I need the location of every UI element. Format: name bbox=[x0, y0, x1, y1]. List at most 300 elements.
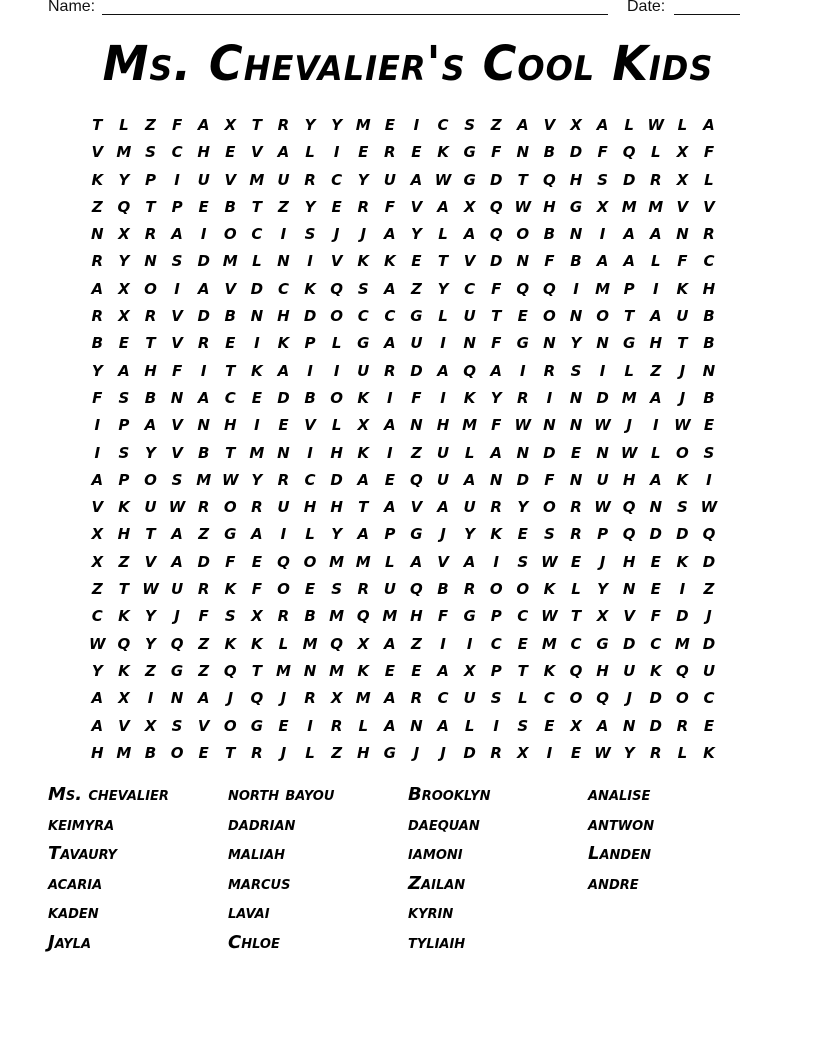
grid-cell[interactable]: X bbox=[676, 170, 689, 189]
grid-cell[interactable]: N bbox=[569, 225, 583, 244]
grid-cell[interactable]: A bbox=[171, 225, 183, 244]
grid-cell[interactable]: W bbox=[168, 498, 186, 517]
grid-cell[interactable]: E bbox=[251, 388, 262, 407]
grid-cell[interactable]: K bbox=[91, 170, 104, 189]
grid-cell[interactable]: V bbox=[330, 252, 343, 271]
grid-cell[interactable]: Q bbox=[489, 225, 503, 244]
grid-cell[interactable]: A bbox=[384, 279, 396, 298]
grid-cell[interactable]: V bbox=[171, 443, 183, 462]
grid-cell[interactable]: E bbox=[703, 416, 715, 435]
grid-cell[interactable]: K bbox=[118, 661, 130, 680]
grid-cell[interactable]: O bbox=[596, 307, 609, 326]
grid-cell[interactable]: G bbox=[383, 743, 396, 762]
grid-cell[interactable]: A bbox=[144, 416, 157, 435]
grid-cell[interactable]: D bbox=[596, 388, 609, 407]
grid-cell[interactable]: E bbox=[251, 552, 262, 571]
grid-cell[interactable]: R bbox=[384, 143, 396, 162]
grid-cell[interactable]: H bbox=[569, 170, 583, 189]
grid-cell[interactable]: M bbox=[648, 197, 664, 216]
grid-cell[interactable]: A bbox=[410, 552, 423, 571]
grid-cell[interactable]: M bbox=[329, 552, 345, 571]
grid-cell[interactable]: E bbox=[703, 716, 715, 735]
grid-cell[interactable]: I bbox=[174, 279, 180, 298]
grid-cell[interactable]: A bbox=[197, 279, 210, 298]
grid-cell[interactable]: L bbox=[650, 143, 661, 162]
grid-cell[interactable]: Q bbox=[117, 197, 131, 216]
grid-cell[interactable]: G bbox=[623, 334, 636, 353]
grid-cell[interactable]: Z bbox=[410, 279, 422, 298]
grid-cell[interactable]: Q bbox=[170, 634, 184, 653]
grid-cell[interactable]: Q bbox=[543, 170, 556, 189]
grid-cell[interactable]: S bbox=[171, 252, 183, 271]
grid-cell[interactable]: S bbox=[118, 388, 130, 407]
grid-cell[interactable]: V bbox=[118, 716, 130, 735]
grid-cell[interactable]: I bbox=[599, 225, 606, 244]
grid-cell[interactable]: E bbox=[278, 416, 289, 435]
grid-cell[interactable]: T bbox=[92, 116, 103, 134]
grid-cell[interactable]: D bbox=[676, 525, 689, 544]
grid-cell[interactable]: A bbox=[277, 361, 290, 380]
grid-cell[interactable]: D bbox=[277, 388, 290, 407]
grid-cell[interactable]: M bbox=[249, 170, 265, 189]
grid-cell[interactable]: R bbox=[197, 498, 210, 517]
grid-cell[interactable]: H bbox=[702, 279, 716, 298]
grid-cell[interactable]: Q bbox=[702, 525, 716, 544]
grid-cell[interactable]: Q bbox=[410, 580, 423, 599]
grid-cell[interactable]: T bbox=[225, 443, 236, 462]
grid-cell[interactable]: N bbox=[596, 443, 609, 462]
grid-cell[interactable]: V bbox=[410, 197, 423, 216]
grid-cell[interactable]: C bbox=[570, 634, 582, 653]
grid-cell[interactable]: K bbox=[676, 552, 689, 571]
grid-cell[interactable]: G bbox=[463, 607, 476, 626]
grid-cell[interactable]: V bbox=[251, 143, 263, 162]
grid-cell[interactable]: A bbox=[649, 307, 662, 326]
grid-cell[interactable]: X bbox=[118, 307, 130, 326]
grid-cell[interactable]: K bbox=[118, 607, 130, 626]
grid-cell[interactable]: C bbox=[703, 689, 715, 708]
grid-cell[interactable]: E bbox=[517, 634, 528, 653]
grid-cell[interactable]: D bbox=[702, 634, 716, 653]
grid-cell[interactable]: I bbox=[387, 388, 393, 407]
grid-cell[interactable]: V bbox=[703, 197, 715, 216]
grid-cell[interactable]: Y bbox=[304, 197, 316, 216]
grid-cell[interactable]: O bbox=[223, 225, 237, 244]
grid-cell[interactable]: K bbox=[437, 143, 449, 162]
grid-cell[interactable]: U bbox=[170, 580, 184, 599]
grid-cell[interactable]: J bbox=[440, 525, 446, 544]
grid-cell[interactable]: I bbox=[573, 279, 579, 298]
grid-cell[interactable]: N bbox=[569, 307, 583, 326]
grid-cell[interactable]: C bbox=[543, 689, 555, 708]
grid-cell[interactable]: L bbox=[677, 743, 688, 762]
grid-cell[interactable]: I bbox=[546, 388, 553, 407]
grid-cell[interactable]: G bbox=[569, 197, 583, 216]
grid-cell[interactable]: N bbox=[569, 470, 583, 489]
grid-cell[interactable]: I bbox=[493, 552, 499, 571]
grid-cell[interactable]: D bbox=[516, 470, 530, 489]
grid-cell[interactable]: V bbox=[144, 552, 157, 571]
grid-cell[interactable]: Q bbox=[223, 661, 237, 680]
grid-cell[interactable]: D bbox=[569, 143, 583, 162]
grid-cell[interactable]: Q bbox=[330, 634, 344, 653]
grid-cell[interactable]: C bbox=[464, 279, 476, 298]
grid-cell[interactable]: Z bbox=[145, 661, 156, 680]
grid-cell[interactable]: C bbox=[703, 252, 715, 271]
grid-cell[interactable]: A bbox=[91, 716, 104, 735]
grid-cell[interactable]: R bbox=[570, 498, 582, 517]
grid-cell[interactable]: V bbox=[91, 498, 104, 517]
date-blank-line[interactable] bbox=[674, 14, 740, 15]
grid-cell[interactable]: E bbox=[118, 334, 130, 353]
grid-cell[interactable]: T bbox=[517, 661, 528, 680]
grid-cell[interactable]: Q bbox=[250, 689, 264, 708]
grid-cell[interactable]: X bbox=[463, 661, 476, 680]
grid-cell[interactable]: K bbox=[543, 661, 556, 680]
grid-cell[interactable]: C bbox=[171, 143, 183, 162]
grid-cell[interactable]: K bbox=[357, 252, 370, 271]
grid-cell[interactable]: S bbox=[118, 443, 130, 462]
grid-cell[interactable]: P bbox=[304, 334, 316, 353]
grid-cell[interactable]: L bbox=[624, 116, 634, 134]
grid-cell[interactable]: A bbox=[251, 525, 263, 544]
grid-cell[interactable]: R bbox=[304, 170, 316, 189]
grid-cell[interactable]: N bbox=[91, 225, 104, 244]
grid-cell[interactable]: F bbox=[171, 361, 183, 380]
grid-cell[interactable]: R bbox=[676, 716, 689, 735]
grid-cell[interactable]: A bbox=[437, 197, 449, 216]
grid-cell[interactable]: A bbox=[384, 416, 396, 435]
grid-cell[interactable]: Z bbox=[410, 634, 422, 653]
grid-cell[interactable]: O bbox=[223, 716, 237, 735]
grid-cell[interactable]: I bbox=[440, 634, 446, 653]
grid-cell[interactable]: K bbox=[304, 279, 316, 298]
grid-cell[interactable]: I bbox=[652, 416, 659, 435]
grid-cell[interactable]: A bbox=[357, 470, 370, 489]
grid-cell[interactable]: Y bbox=[118, 252, 130, 271]
grid-cell[interactable]: O bbox=[277, 580, 290, 599]
grid-cell[interactable]: U bbox=[463, 689, 476, 708]
grid-cell[interactable]: G bbox=[596, 634, 609, 653]
grid-cell[interactable]: S bbox=[703, 443, 715, 462]
grid-cell[interactable]: N bbox=[250, 307, 264, 326]
grid-cell[interactable]: M bbox=[595, 279, 611, 298]
grid-cell[interactable]: M bbox=[116, 743, 132, 762]
grid-cell[interactable]: R bbox=[649, 170, 662, 189]
grid-cell[interactable]: N bbox=[197, 416, 210, 435]
grid-cell[interactable]: E bbox=[198, 197, 209, 216]
grid-cell[interactable]: D bbox=[410, 361, 423, 380]
grid-cell[interactable]: M bbox=[462, 416, 478, 435]
grid-cell[interactable]: R bbox=[251, 743, 263, 762]
grid-cell[interactable]: V bbox=[676, 197, 689, 216]
grid-cell[interactable]: Q bbox=[463, 361, 476, 380]
grid-cell[interactable]: A bbox=[623, 225, 635, 244]
grid-cell[interactable]: M bbox=[302, 634, 318, 653]
grid-cell[interactable]: N bbox=[543, 416, 556, 435]
grid-cell[interactable]: X bbox=[357, 634, 370, 653]
grid-cell[interactable]: D bbox=[303, 307, 317, 326]
grid-cell[interactable]: A bbox=[384, 634, 396, 653]
grid-cell[interactable]: Z bbox=[198, 634, 210, 653]
grid-cell[interactable]: R bbox=[410, 689, 423, 708]
grid-cell[interactable]: W bbox=[89, 634, 106, 653]
grid-cell[interactable]: A bbox=[703, 116, 715, 134]
grid-cell[interactable]: A bbox=[437, 498, 449, 517]
grid-cell[interactable]: C bbox=[91, 607, 103, 626]
grid-cell[interactable]: Y bbox=[145, 634, 156, 653]
grid-cell[interactable]: X bbox=[144, 716, 157, 735]
grid-cell[interactable]: T bbox=[491, 307, 502, 326]
grid-cell[interactable]: F bbox=[437, 607, 449, 626]
grid-cell[interactable]: R bbox=[649, 743, 662, 762]
grid-cell[interactable]: P bbox=[144, 170, 156, 189]
grid-cell[interactable]: S bbox=[490, 689, 502, 708]
grid-cell[interactable]: N bbox=[410, 716, 423, 735]
grid-cell[interactable]: R bbox=[277, 116, 290, 134]
grid-cell[interactable]: D bbox=[649, 689, 662, 708]
grid-cell[interactable]: F bbox=[491, 279, 502, 298]
grid-cell[interactable]: H bbox=[277, 307, 290, 326]
grid-cell[interactable]: W bbox=[514, 197, 532, 216]
grid-cell[interactable]: X bbox=[330, 689, 343, 708]
grid-cell[interactable]: T bbox=[225, 743, 236, 762]
grid-cell[interactable]: T bbox=[570, 607, 582, 626]
grid-cell[interactable]: G bbox=[410, 525, 423, 544]
grid-cell[interactable]: S bbox=[331, 580, 343, 599]
grid-cell[interactable]: E bbox=[225, 334, 236, 353]
grid-cell[interactable]: W bbox=[541, 552, 558, 571]
grid-cell[interactable]: T bbox=[145, 197, 156, 216]
grid-cell[interactable]: W bbox=[647, 116, 665, 134]
grid-cell[interactable]: L bbox=[305, 525, 315, 544]
grid-cell[interactable]: M bbox=[116, 143, 132, 162]
grid-cell[interactable]: K bbox=[676, 470, 689, 489]
grid-cell[interactable]: H bbox=[91, 743, 104, 762]
grid-cell[interactable]: Y bbox=[145, 607, 156, 626]
grid-cell[interactable]: J bbox=[333, 225, 340, 244]
grid-cell[interactable]: Y bbox=[597, 580, 609, 599]
grid-cell[interactable]: T bbox=[118, 580, 129, 599]
grid-cell[interactable]: A bbox=[384, 498, 396, 517]
grid-cell[interactable]: L bbox=[385, 552, 395, 571]
grid-cell[interactable]: C bbox=[224, 388, 236, 407]
grid-cell[interactable]: Q bbox=[543, 279, 556, 298]
grid-cell[interactable]: J bbox=[599, 552, 606, 571]
grid-cell[interactable]: I bbox=[599, 361, 606, 380]
grid-cell[interactable]: R bbox=[197, 580, 210, 599]
grid-cell[interactable]: V bbox=[197, 716, 210, 735]
grid-cell[interactable]: J bbox=[626, 689, 632, 708]
grid-cell[interactable]: V bbox=[171, 334, 183, 353]
grid-cell[interactable]: U bbox=[410, 334, 423, 353]
grid-cell[interactable]: W bbox=[594, 416, 611, 435]
grid-cell[interactable]: A bbox=[463, 225, 476, 244]
grid-cell[interactable]: L bbox=[305, 743, 315, 762]
grid-cell[interactable]: Q bbox=[410, 470, 423, 489]
grid-cell[interactable]: M bbox=[355, 689, 371, 708]
grid-cell[interactable]: D bbox=[197, 552, 210, 571]
grid-cell[interactable]: Z bbox=[91, 197, 103, 216]
grid-cell[interactable]: F bbox=[491, 416, 502, 435]
grid-cell[interactable]: R bbox=[144, 225, 157, 244]
grid-cell[interactable]: C bbox=[357, 307, 369, 326]
grid-cell[interactable]: X bbox=[517, 743, 529, 762]
grid-cell[interactable]: P bbox=[490, 607, 502, 626]
grid-cell[interactable]: B bbox=[224, 307, 236, 326]
grid-cell[interactable]: G bbox=[250, 716, 264, 735]
grid-cell[interactable]: A bbox=[277, 143, 290, 162]
grid-cell[interactable]: U bbox=[383, 580, 396, 599]
grid-cell[interactable]: D bbox=[622, 634, 636, 653]
grid-cell[interactable]: N bbox=[569, 388, 583, 407]
grid-cell[interactable]: N bbox=[516, 443, 530, 462]
grid-cell[interactable]: W bbox=[541, 607, 558, 626]
grid-cell[interactable]: M bbox=[329, 607, 345, 626]
grid-cell[interactable]: Z bbox=[198, 661, 210, 680]
grid-cell[interactable]: H bbox=[144, 361, 157, 380]
grid-cell[interactable]: C bbox=[251, 225, 263, 244]
grid-cell[interactable]: I bbox=[307, 716, 313, 735]
grid-cell[interactable]: M bbox=[621, 197, 637, 216]
grid-cell[interactable]: A bbox=[118, 361, 130, 380]
grid-cell[interactable]: I bbox=[440, 334, 446, 353]
grid-cell[interactable]: A bbox=[596, 116, 609, 134]
grid-cell[interactable]: I bbox=[440, 388, 446, 407]
grid-cell[interactable]: V bbox=[224, 170, 237, 189]
grid-cell[interactable]: A bbox=[596, 252, 609, 271]
grid-cell[interactable]: P bbox=[118, 416, 130, 435]
grid-cell[interactable]: N bbox=[410, 416, 423, 435]
grid-cell[interactable]: G bbox=[463, 170, 476, 189]
grid-cell[interactable]: A bbox=[91, 470, 104, 489]
grid-cell[interactable]: B bbox=[304, 607, 316, 626]
grid-cell[interactable]: X bbox=[463, 197, 476, 216]
grid-cell[interactable]: E bbox=[544, 716, 555, 735]
grid-cell[interactable]: M bbox=[275, 661, 291, 680]
grid-cell[interactable]: H bbox=[436, 416, 450, 435]
grid-cell[interactable]: S bbox=[676, 498, 688, 517]
grid-cell[interactable]: A bbox=[91, 689, 104, 708]
grid-cell[interactable]: M bbox=[674, 634, 690, 653]
grid-cell[interactable]: F bbox=[171, 116, 183, 134]
grid-cell[interactable]: F bbox=[225, 552, 236, 571]
grid-cell[interactable]: J bbox=[174, 607, 180, 626]
grid-cell[interactable]: W bbox=[674, 416, 691, 435]
grid-cell[interactable]: A bbox=[171, 525, 183, 544]
grid-cell[interactable]: N bbox=[303, 661, 317, 680]
grid-cell[interactable]: F bbox=[650, 607, 661, 626]
grid-cell[interactable]: I bbox=[493, 716, 499, 735]
grid-cell[interactable]: J bbox=[413, 743, 420, 762]
grid-cell[interactable]: A bbox=[649, 388, 662, 407]
grid-cell[interactable]: O bbox=[144, 279, 157, 298]
grid-cell[interactable]: G bbox=[224, 525, 237, 544]
grid-cell[interactable]: R bbox=[384, 361, 396, 380]
grid-cell[interactable]: R bbox=[330, 716, 343, 735]
grid-cell[interactable]: P bbox=[171, 197, 183, 216]
grid-cell[interactable]: L bbox=[252, 252, 262, 271]
grid-cell[interactable]: L bbox=[571, 580, 581, 599]
grid-cell[interactable]: O bbox=[223, 498, 237, 517]
grid-cell[interactable]: Q bbox=[489, 197, 503, 216]
grid-cell[interactable]: J bbox=[626, 416, 632, 435]
grid-cell[interactable]: O bbox=[330, 307, 344, 326]
grid-cell[interactable]: I bbox=[174, 170, 180, 189]
grid-cell[interactable]: N bbox=[170, 388, 184, 407]
grid-cell[interactable]: H bbox=[596, 661, 609, 680]
grid-cell[interactable]: I bbox=[307, 443, 313, 462]
grid-cell[interactable]: E bbox=[331, 197, 342, 216]
grid-cell[interactable]: L bbox=[438, 307, 448, 326]
grid-cell[interactable]: D bbox=[702, 552, 716, 571]
grid-cell[interactable]: A bbox=[516, 116, 529, 134]
grid-cell[interactable]: F bbox=[384, 197, 395, 216]
grid-cell[interactable]: B bbox=[197, 443, 210, 462]
grid-cell[interactable]: N bbox=[277, 443, 290, 462]
grid-cell[interactable]: Y bbox=[517, 498, 529, 517]
grid-cell[interactable]: Q bbox=[569, 661, 583, 680]
grid-cell[interactable]: Y bbox=[410, 225, 422, 244]
grid-cell[interactable]: Z bbox=[703, 580, 715, 599]
grid-cell[interactable]: X bbox=[118, 225, 130, 244]
grid-cell[interactable]: Y bbox=[357, 170, 369, 189]
grid-cell[interactable]: N bbox=[170, 689, 184, 708]
grid-cell[interactable]: I bbox=[413, 116, 420, 134]
grid-cell[interactable]: A bbox=[384, 334, 396, 353]
grid-cell[interactable]: J bbox=[227, 689, 234, 708]
grid-cell[interactable]: L bbox=[358, 716, 369, 735]
grid-cell[interactable]: D bbox=[622, 170, 636, 189]
grid-cell[interactable]: K bbox=[224, 634, 237, 653]
grid-cell[interactable]: C bbox=[517, 607, 529, 626]
grid-cell[interactable]: K bbox=[277, 334, 290, 353]
grid-cell[interactable]: N bbox=[622, 580, 636, 599]
grid-cell[interactable]: Y bbox=[118, 170, 130, 189]
grid-cell[interactable]: A bbox=[91, 279, 104, 298]
grid-cell[interactable]: L bbox=[650, 252, 661, 271]
grid-cell[interactable]: K bbox=[703, 743, 715, 762]
grid-cell[interactable]: R bbox=[703, 225, 715, 244]
grid-cell[interactable]: S bbox=[570, 361, 582, 380]
grid-cell[interactable]: C bbox=[437, 116, 449, 134]
grid-cell[interactable]: B bbox=[570, 252, 582, 271]
grid-cell[interactable]: V bbox=[410, 498, 423, 517]
grid-cell[interactable]: L bbox=[278, 634, 289, 653]
grid-cell[interactable]: A bbox=[490, 443, 502, 462]
grid-cell[interactable]: D bbox=[330, 470, 343, 489]
grid-cell[interactable]: I bbox=[94, 443, 101, 462]
grid-cell[interactable]: G bbox=[463, 143, 476, 162]
grid-cell[interactable]: O bbox=[330, 388, 344, 407]
grid-cell[interactable]: N bbox=[649, 498, 663, 517]
grid-cell[interactable]: Y bbox=[251, 470, 263, 489]
grid-cell[interactable]: Q bbox=[117, 634, 131, 653]
grid-cell[interactable]: Y bbox=[331, 116, 343, 134]
grid-cell[interactable]: N bbox=[702, 361, 716, 380]
grid-cell[interactable]: L bbox=[119, 116, 129, 134]
grid-cell[interactable]: V bbox=[543, 116, 556, 134]
grid-cell[interactable]: Z bbox=[650, 361, 662, 380]
grid-cell[interactable]: C bbox=[384, 307, 396, 326]
grid-cell[interactable]: T bbox=[145, 334, 156, 353]
grid-cell[interactable]: E bbox=[570, 743, 582, 762]
grid-cell[interactable]: R bbox=[543, 361, 556, 380]
grid-cell[interactable]: D bbox=[197, 307, 210, 326]
grid-cell[interactable]: I bbox=[333, 143, 340, 162]
grid-cell[interactable]: L bbox=[305, 143, 315, 162]
grid-cell[interactable]: S bbox=[224, 607, 236, 626]
